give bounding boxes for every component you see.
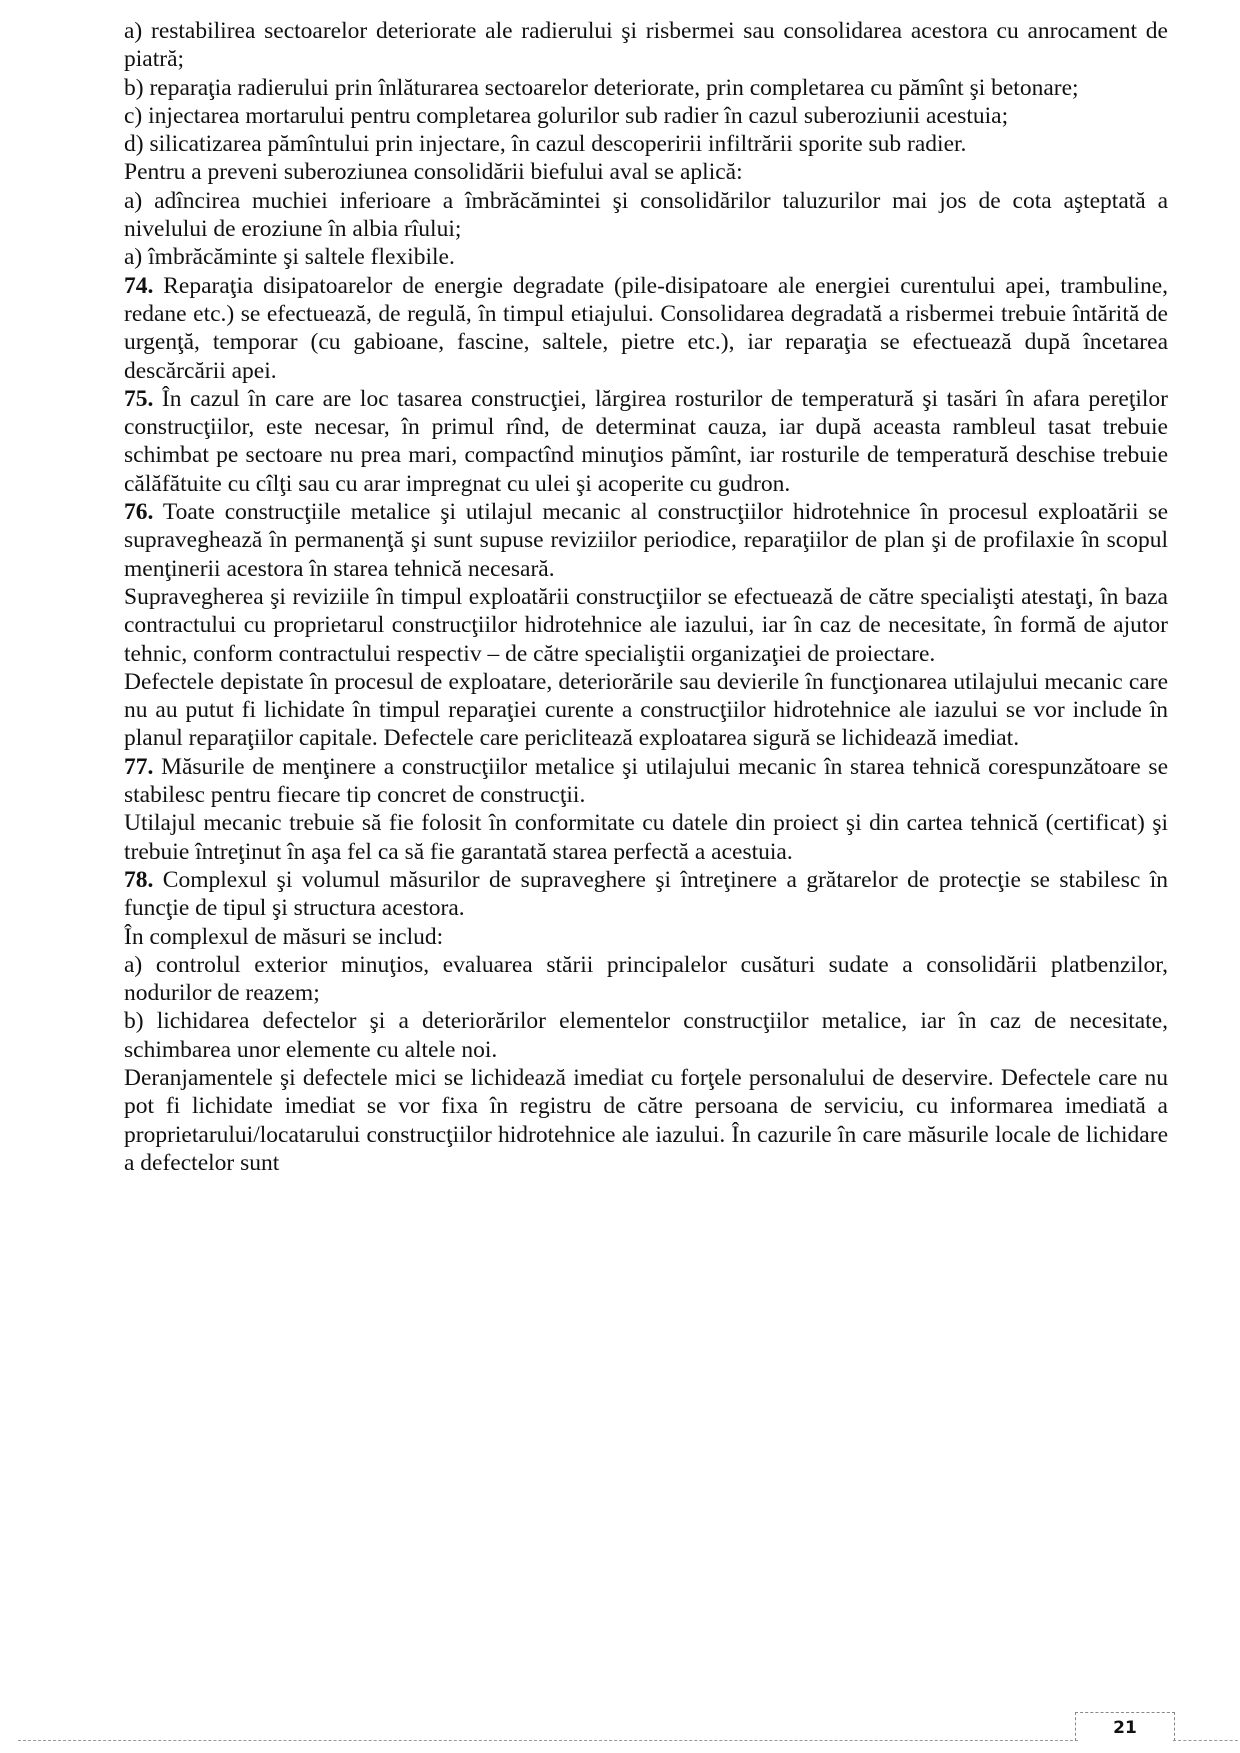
paragraph-injectarea: c) injectarea mortarului pentru completarea golurilor sub radier în cazul suberoziunii acestuia; xyxy=(124,102,1009,129)
paragraph-lichidarea-defectelor: b) lichidarea defectelor şi a deteriorărilor elementelor construcţiilor metalice, iar în caz de necesitate, schimbarea unor elemente cu altele noi. xyxy=(124,1008,1168,1063)
section-78: 78. Complexul şi volumul măsurilor de supraveghere şi întreţinere a grătarelor de protecţie se stabilesc în funcţie de tipul şi structura acestora. xyxy=(124,866,1168,922)
section-number: 77. xyxy=(124,753,154,780)
document-body xyxy=(124,17,1168,1177)
paragraph-imbracaminte: a) îmbrăcăminte şi saltele flexibile. xyxy=(124,244,455,271)
section-number: 76. xyxy=(124,499,154,526)
paragraph-reparatia-radierului: b) reparaţia radierului prin înlăturarea sectoarelor deteriorate, prin completarea cu pămînt şi betonare; xyxy=(124,74,1079,101)
paragraph-adincirea: a) adîncirea muchiei inferioare a îmbrăcămintei şi consolidărilor taluzurilor mai jos de cota aşteptată a nivelului de eroziune în albia rîului; xyxy=(124,187,1168,243)
section-74: 74. Reparaţia disipatoarelor de energie degradate (pile-disipatoare ale energiei curentului apei, trambuline, redane etc.) se efectuează, de regulă, în timpul etiajului. Consolidarea degradată a risbermei trebuie întărită de urgenţă, temporar (cu gabioane, fascine, saltele, pietre etc.), iar reparaţia se efectuează după încetarea descărcării apei. xyxy=(124,272,1168,384)
paragraph-utilajul-mecanic: Utilajul mecanic trebuie să fie folosit în conformitate cu datele din proiect şi din cartea tehnică (certificat) şi trebuie întreţinut în aşa fel ca să fie garantată starea perfectă a acestuia. xyxy=(124,810,1168,865)
paragraph-defectele-depistate: Defectele depistate în procesul de exploatare, deteriorările sau devierile în funcţionarea utilajului mecanic care nu au putut fi lichidate în timpul reparaţiei curente a construcţiilor hidrotehnice ale iazului se vor include în planul reparaţiilor capitale. Defectele care periclitează exploatarea sigură se lichidează imediat. xyxy=(124,668,1168,752)
section-number: 78. xyxy=(124,866,154,893)
paragraph-silicatizarea: d) silicatizarea pămîntului prin injectare, în cazul descoperirii infiltrării sporite sub radier. xyxy=(124,131,967,158)
section-75: 75. În cazul în care are loc tasarea construcţiei, lărgirea rosturilor de temperatură şi tasări în afara pereţilor construcţiilor, este necesar, în primul rînd, de determinat cauza, iar după aceasta rambleul tasat trebuie schimbat pe sectoare nu prea mari, compactînd minuţios pămînt, iar rosturile de temperatură deschise trebuie călăfătuite cu cîlţi sau cu arar impregnat cu ulei şi acoperite cu gudron. xyxy=(124,385,1168,497)
paragraph-controlul-exterior: a) controlul exterior minuţios, evaluarea stării principalelor cusături sudate a consolidării platbenzilor, nodurilor de reazem; xyxy=(124,951,1168,1007)
paragraph-complexul-masuri: În complexul de măsuri se includ: xyxy=(124,923,444,950)
page-number: 21 xyxy=(1075,1712,1175,1741)
section-76: 76. Toate construcţiile metalice şi utilajul mecanic al construcţiilor hidrotehnice în procesul exploatării se supraveghează în permanenţă şi sunt supuse reviziilor periodice, reparaţiilor de plan şi de profilaxie în scopul menţinerii acestora în starea tehnică necesară. xyxy=(124,499,1168,582)
section-number: 75. xyxy=(124,385,154,412)
section-number: 74. xyxy=(124,272,154,299)
paragraph-supravegherea: Supravegherea şi reviziile în timpul exploatării construcţiilor se efectuează de către specialişti atestaţi, în baza contractului cu proprietarul construcţiilor hidrotehnice ale iazului, iar în caz de necesitate, în formă de ajutor tehnic, conform contractului respectiv – de către specialiştii organizaţiei de proiectare. xyxy=(124,583,1168,667)
paragraph-restabilirea: a) restabilirea sectoarelor deteriorate ale radierului şi risbermei sau consolidarea acestora cu anrocament de piatră; xyxy=(124,18,1168,73)
paragraph-deranjamentele: Deranjamentele şi defectele mici se lichidează imediat cu forţele personalului de deservire. Defectele care nu pot fi lichidate imediat se vor fixa în registru de către persoana de serviciu, cu informarea imediată a proprietarului/locatarului construcţiilor hidrotehnice ale iazului. În cazurile în care măsurile locale de lichidare a defectelor sunt xyxy=(124,1064,1168,1176)
section-77: 77. Măsurile de menţinere a construcţiilor metalice şi utilajului mecanic în starea tehnică corespunzătoare se stabilesc pentru fiecare tip concret de construcţii. xyxy=(124,753,1168,809)
footer-divider-right xyxy=(1173,1740,1240,1741)
footer-divider-left xyxy=(18,1740,1078,1741)
paragraph-prevenire-suberoziune: Pentru a preveni suberoziunea consolidării biefului aval se aplică: xyxy=(124,159,743,186)
